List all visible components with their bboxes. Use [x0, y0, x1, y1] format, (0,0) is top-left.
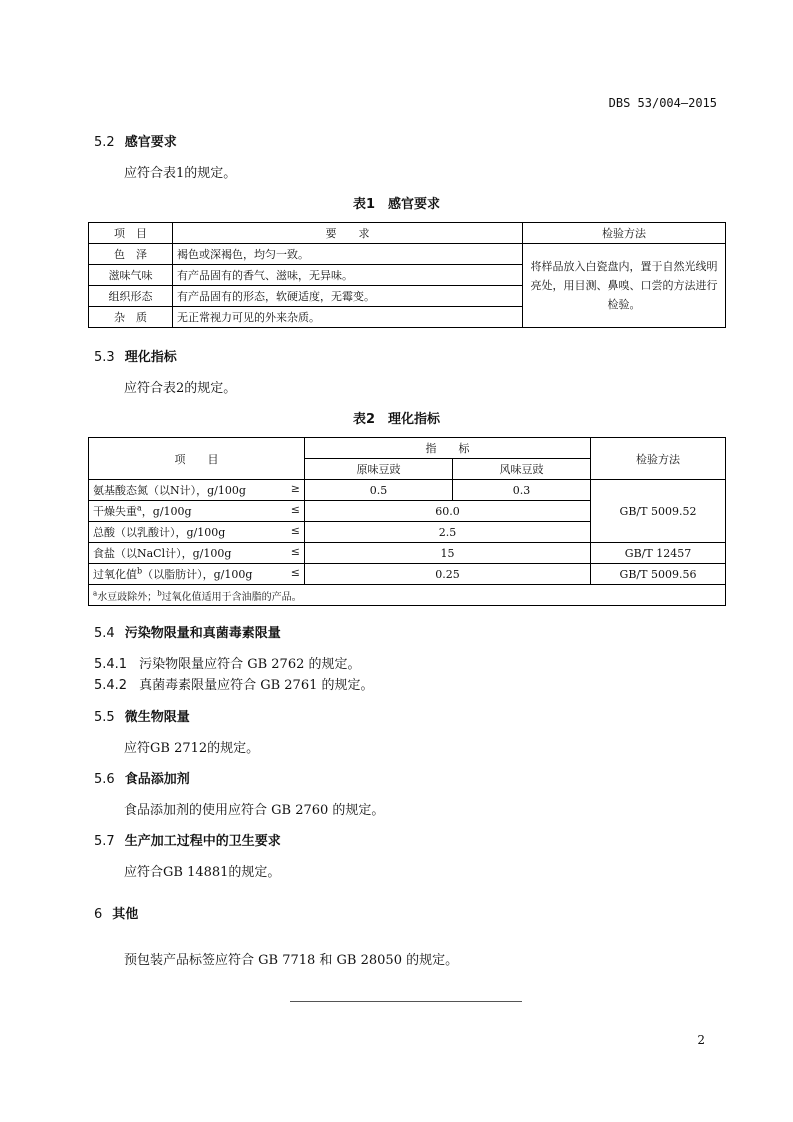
row-item: 过氧化值$^b$（以脂肪计），g/100g ≤	[89, 564, 305, 585]
table-row	[89, 244, 726, 265]
row-value-flavored: 0.3	[453, 480, 591, 501]
table-header-row	[89, 438, 726, 459]
method-cell: GB/T 5009.52	[591, 480, 726, 543]
table-row	[89, 543, 726, 564]
row-item: 氨基酸态氮（以N计），g/100g ≥	[89, 480, 305, 501]
row-requirement: 有产品固有的形态，软硬适度，无霉变。	[173, 286, 523, 307]
section-text-5-4-1: 5.4.1 污染物限量应符合 GB 2762 的规定。	[94, 657, 361, 672]
table2-caption: 表2 理化指标	[352, 412, 441, 427]
header-item: 项 目	[89, 438, 305, 480]
section-text-5-6: 食品添加剂的使用应符合 GB 2760 的规定。	[124, 803, 385, 818]
section-text-5-7: 应符合GB 14881的规定。	[124, 865, 281, 880]
end-rule	[290, 1001, 522, 1002]
section-heading-5-6: 5.6 食品添加剂	[94, 772, 190, 787]
row-item: 干燥失重$^a$，g/100g ≤	[89, 501, 305, 522]
row-value: 60.0	[305, 501, 591, 522]
table-sensory	[88, 222, 726, 328]
section-text-5-5: 应符GB 2712的规定。	[124, 741, 260, 756]
header-method: 检验方法	[523, 223, 726, 244]
section-heading-5-5: 5.5 微生物限量	[94, 710, 190, 725]
row-item: 滋味气味	[89, 265, 173, 286]
section-text-5-3: 应符合表2的规定。	[124, 381, 237, 396]
row-item: 食盐（以NaCl计），g/100g ≤	[89, 543, 305, 564]
row-item: 色 泽	[89, 244, 173, 265]
table-row	[89, 480, 726, 501]
section-text-5-2: 应符合表1的规定。	[124, 166, 237, 181]
section-heading-5-4: 5.4 污染物限量和真菌毒素限量	[94, 626, 281, 641]
header-method: 检验方法	[591, 438, 726, 480]
section-text-6: 预包装产品标签应符合 GB 7718 和 GB 28050 的规定。	[124, 953, 459, 968]
row-requirement: 褐色或深褐色，均匀一致。	[173, 244, 523, 265]
row-item: 杂 质	[89, 307, 173, 328]
header-requirement: 要 求	[173, 223, 523, 244]
row-value: 2.5	[305, 522, 591, 543]
section-text-5-4-2: 5.4.2 真菌毒素限量应符合 GB 2761 的规定。	[94, 678, 374, 693]
header-item: 项 目	[89, 223, 173, 244]
header-original-flavor: 原味豆豉	[305, 459, 453, 480]
row-item: 组织形态	[89, 286, 173, 307]
row-value-original: 0.5	[305, 480, 453, 501]
header-flavored: 风味豆豉	[453, 459, 591, 480]
row-requirement: 有产品固有的香气、滋味，无异味。	[173, 265, 523, 286]
table-row	[89, 564, 726, 585]
section-heading-5-3: 5.3 理化指标	[94, 350, 177, 365]
table-footnote-row	[89, 585, 726, 606]
table-footnote: $^a$水豆豉除外；$^b$过氧化值适用于含油脂的产品。	[89, 585, 726, 606]
row-item: 总酸（以乳酸计），g/100g ≤	[89, 522, 305, 543]
row-requirement: 无正常视力可见的外来杂质。	[173, 307, 523, 328]
header-index: 指 标	[305, 438, 591, 459]
page-number: 2	[697, 1033, 705, 1047]
document-code: DBS 53/004—2015	[608, 96, 717, 110]
row-value: 15	[305, 543, 591, 564]
row-value: 0.25	[305, 564, 591, 585]
section-heading-6: 6 其他	[94, 907, 139, 922]
table1-caption: 表1 感官要求	[352, 197, 441, 212]
table-physicochemical	[88, 437, 726, 606]
table-header-row	[89, 223, 726, 244]
method-cell: 将样品放入白瓷盘内，置于自然光线明亮处，用目测、鼻嗅、口尝的方法进行检验。	[523, 244, 726, 328]
row-method: GB/T 5009.56	[591, 564, 726, 585]
row-method: GB/T 12457	[591, 543, 726, 564]
section-heading-5-2: 5.2 感官要求	[94, 135, 177, 150]
section-heading-5-7: 5.7 生产加工过程中的卫生要求	[94, 834, 281, 849]
